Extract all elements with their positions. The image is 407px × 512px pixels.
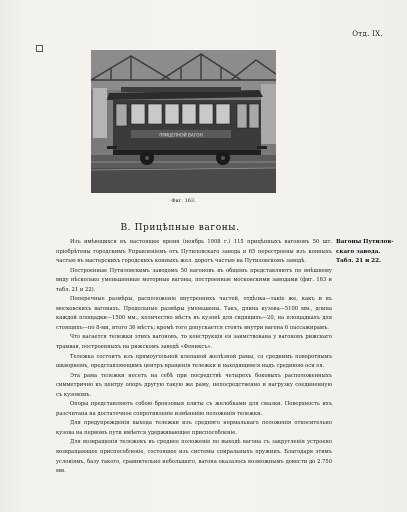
paragraph: Эта рама тележки несетъ на себѣ при посредствѣ четырехъ боковыхъ расположенныхъ симметрично къ центру опоръ другую такую же раму, непосредственно и нагрузку соединенную съ кузовомъ. (56, 372, 332, 398)
paragraph: Тележка состоитъ изъ прямоугольной клепаной желѣзной рамы, со среднимъ поворотнымъ шкворнемъ, представляющимъ центръ вращенія тележки и находящимся надъ срединою оси ея. (56, 353, 332, 370)
margin-note (336, 238, 406, 267)
paragraph: Для предупрежденія выхода тележки изъ средняго нормальнаго положенія относительно кузова на первомъ пути имѣется удерживающее приспособленіе. (56, 420, 332, 436)
margin-note-line: скаго завода. (336, 248, 381, 255)
margin-note-line: Вагоны Путилов- (336, 239, 394, 245)
section-marker: Отд. IX. (352, 30, 383, 38)
tram-photo (91, 50, 276, 193)
car-sign: ПРИЦЕПНОЙ ВАГОН (159, 132, 203, 138)
body-text (56, 238, 332, 477)
margin-note-line: Табл. 21 и 22. (336, 258, 381, 264)
paragraph: Изъ имѣющихся въ настоящее время (ноябрь 1908 г.) 115 прицѣпныхъ вагоновъ 50 шт. пріобрѣтены городскимъ Управленіемъ отъ Путиловскаго завода и 65 перестроены изъ конныхъ частью въ мастерскихъ городскихъ конныхъ жел. дорогъ частью на Путиловскомъ заводѣ. (56, 239, 332, 265)
section-title: B. Прицѣпные вагоны. (120, 223, 240, 233)
paragraph: Для возвращенія тележекъ въ среднее положеніе по выходѣ вагона съ закругленія устроено возвращающее приспособленіе, состоящее изъ системы спиральныхъ пружинъ. Благодаря этимъ условіямъ, базу такого, сравнительно небольшого, вагона оказалось возможнымъ довести до 2.750 мм. (56, 439, 332, 475)
figure-caption: Фиг. 163. (171, 198, 196, 204)
paragraph: Построенные Путиловскимъ заводомъ 50 вагоновъ въ общемъ представляютъ по внѣшнему виду нѣсколько уменьшенные моторные вагоны, построенные московскими заводами (фиг. 163 и табл. 21 и 22). (56, 267, 332, 293)
paragraph: Что касается тележки этихъ вагоновъ, то конструкція ея заимствована у вагоновъ рижскаго трамвая, построенныхъ на рижскомъ заводѣ «Фениксъ». (56, 334, 332, 351)
paragraph: Опоры представляютъ собою бронзовыя плиты съ желобками для смазки. Поверхность ихъ разсчитана на достаточное сопротивленіе измѣненію положенія тележки. (56, 401, 332, 417)
page-corner-mark (36, 45, 43, 52)
paragraph: Поперечные размѣры, расположеніе внутреннихъ частей, отдѣлка—такіе же, какъ и въ московскихъ вагонахъ. Продольные размѣры уменьшены. Такъ, длина кузова—5100 мм., длина каждой площадки—1500 мм., количество мѣстъ въ кузовѣ для сидящихъ—20, на площадкахъ для стоящихъ—по 8-ми, итого 36 мѣстъ; кромѣ того допускается стоять внутри вагона 6 пассажирамъ. (56, 296, 332, 331)
